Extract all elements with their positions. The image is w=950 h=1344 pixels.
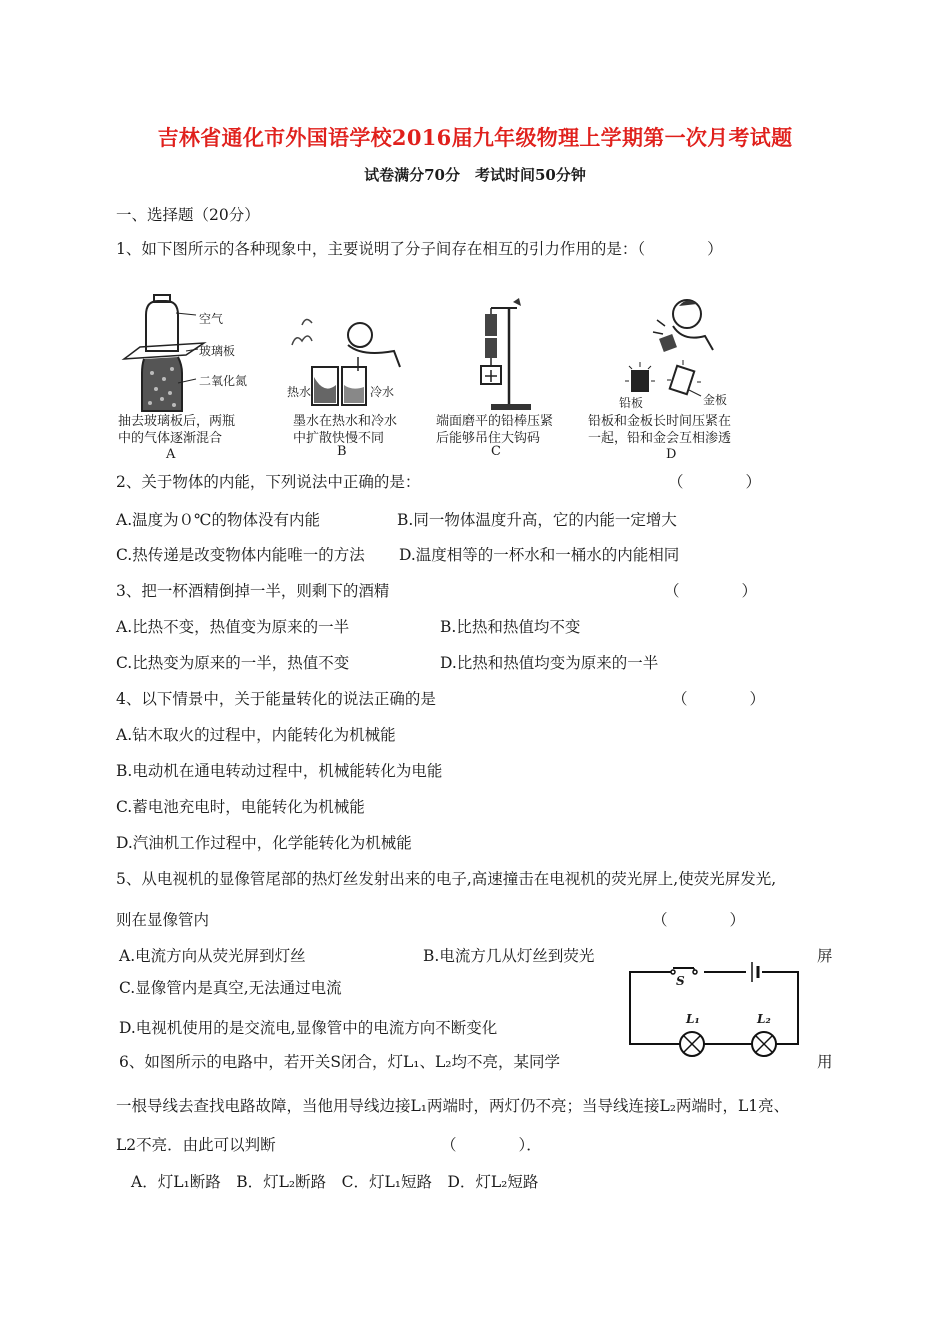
q5-stem-line1: 5、从电视机的显像管尾部的热灯丝发射出来的电子,高速撞击在电视机的荧光屏上,使荧光屏发光, — [116, 870, 777, 888]
lamp2-label: L₂ — [757, 1012, 771, 1026]
q2-option-c: C.热传递是改变物体内能唯一的方法 — [116, 546, 365, 564]
circuit-diagram — [628, 960, 800, 1046]
q3-option-c: C.比热变为原来的一半，热值不变 — [116, 654, 350, 672]
figure-d-caption-line1: 铅板和金板长时间压紧在 — [588, 414, 732, 429]
figure-a-diffusion-jars — [116, 293, 266, 413]
q5-option-d: D.电视机使用的是交流电,显像管中的电流方向不断变化 — [119, 1019, 498, 1037]
q3-option-b: B.比热和热值均不变 — [440, 618, 581, 636]
q5-option-a: A.电流方向从荧光屏到灯丝 — [119, 947, 306, 965]
q5-option-b: B.电流方几从灯丝到荧光 — [423, 947, 595, 965]
figure-b-caption-line2: 中扩散快慢不同 — [293, 431, 385, 446]
figure-c-caption-line1: 端面磨平的铅棒压紧 — [436, 414, 554, 429]
label-air: 空气 — [199, 312, 224, 326]
figure-d-letter: D — [666, 447, 677, 462]
q5-option-b-tail: 屏 — [817, 947, 833, 965]
q4-option-c: C.蓄电池充电时，电能转化为机械能 — [116, 798, 365, 816]
label-cold-water: 冷水 — [370, 385, 395, 399]
q2-option-d: D.温度相等的一杯水和一桶水的内能相同 — [399, 546, 680, 564]
q4-answer-blank: （ ） — [672, 690, 766, 708]
label-glass-plate: 玻璃板 — [199, 344, 236, 358]
q6-answer-blank: （ ）． — [441, 1136, 542, 1154]
figure-d-caption-line2: 一起，铅和金会互相渗透 — [588, 431, 732, 446]
q6-stem-line1-tail: 用 — [817, 1053, 833, 1071]
figure-a-letter: A — [166, 447, 176, 462]
figure-b-letter: B — [337, 444, 347, 459]
q5-stem-line2: 则在显像管内 — [116, 911, 210, 929]
exam-info: 试卷满分70分 考试时间50分钟 — [364, 166, 586, 184]
q1-stem: 1、如下图所示的各种现象中，主要说明了分子间存在相互的引力作用的是：（ ） — [116, 240, 723, 258]
label-hot-water: 热水 — [287, 385, 312, 399]
q5-option-c: C.显像管内是真空,无法通过电流 — [119, 979, 342, 997]
q3-answer-blank: （ ） — [664, 582, 758, 600]
q5-answer-blank: （ ） — [652, 911, 746, 929]
figure-a-caption-line1: 抽去玻璃板后，两瓶 — [118, 414, 236, 429]
figure-c-lead-rods — [455, 294, 545, 414]
section-heading: 一、选择题（20分） — [116, 206, 260, 224]
q6-stem-line3: L2不亮．由此可以判断 — [116, 1136, 276, 1154]
q4-option-a: A.钻木取火的过程中，内能转化为机械能 — [116, 726, 396, 744]
page-title: 吉林省通化市外国语学校2016届九年级物理上学期第一次月考试题 — [157, 125, 793, 150]
q2-option-b: B.同一物体温度升高，它的内能一定增大 — [397, 511, 677, 529]
label-gold-plate: 金板 — [703, 393, 728, 407]
figure-c-caption-line2: 后能够吊住大钩码 — [436, 431, 541, 446]
lamp1-label: L₁ — [686, 1012, 700, 1026]
q6-options: A．灯L₁断路 B．灯L₂断路 C．灯L₁短路 D．灯L₂短路 — [131, 1173, 539, 1191]
q3-option-d: D.比热和热值均变为原来的一半 — [440, 654, 659, 672]
q3-stem: 3、把一杯酒精倒掉一半，则剩下的酒精 — [116, 582, 390, 600]
q3-option-a: A.比热不变，热值变为原来的一半 — [116, 618, 350, 636]
label-lead-plate: 铅板 — [619, 396, 644, 410]
q4-option-d: D.汽油机工作过程中，化学能转化为机械能 — [116, 834, 412, 852]
q4-option-b: B.电动机在通电转动过程中，机械能转化为电能 — [116, 762, 443, 780]
label-no2: 二氧化氮 — [199, 374, 248, 388]
figure-b-caption-line1: 墨水在热水和冷水 — [293, 414, 398, 429]
switch-label: S — [676, 974, 685, 988]
q6-stem-line1: 6、如图所示的电路中，若开关S闭合，灯L₁、L₂均不亮，某同学 — [119, 1053, 560, 1071]
figure-a-caption-line2: 中的气体逐渐混合 — [118, 431, 223, 446]
q2-option-a: A.温度为０℃的物体没有内能 — [116, 511, 320, 529]
q4-stem: 4、以下情景中，关于能量转化的说法正确的是 — [116, 690, 436, 708]
q2-answer-blank: （ ） — [668, 473, 762, 491]
figure-c-letter: C — [491, 444, 501, 459]
q6-stem-line2: 一根导线去查找电路故障，当他用导线边接L₁两端时，两灯仍不亮；当导线连接L₂两端时，L1亮、 — [116, 1097, 790, 1115]
q2-stem: 2、关于物体的内能，下列说法中正确的是： — [116, 473, 421, 491]
